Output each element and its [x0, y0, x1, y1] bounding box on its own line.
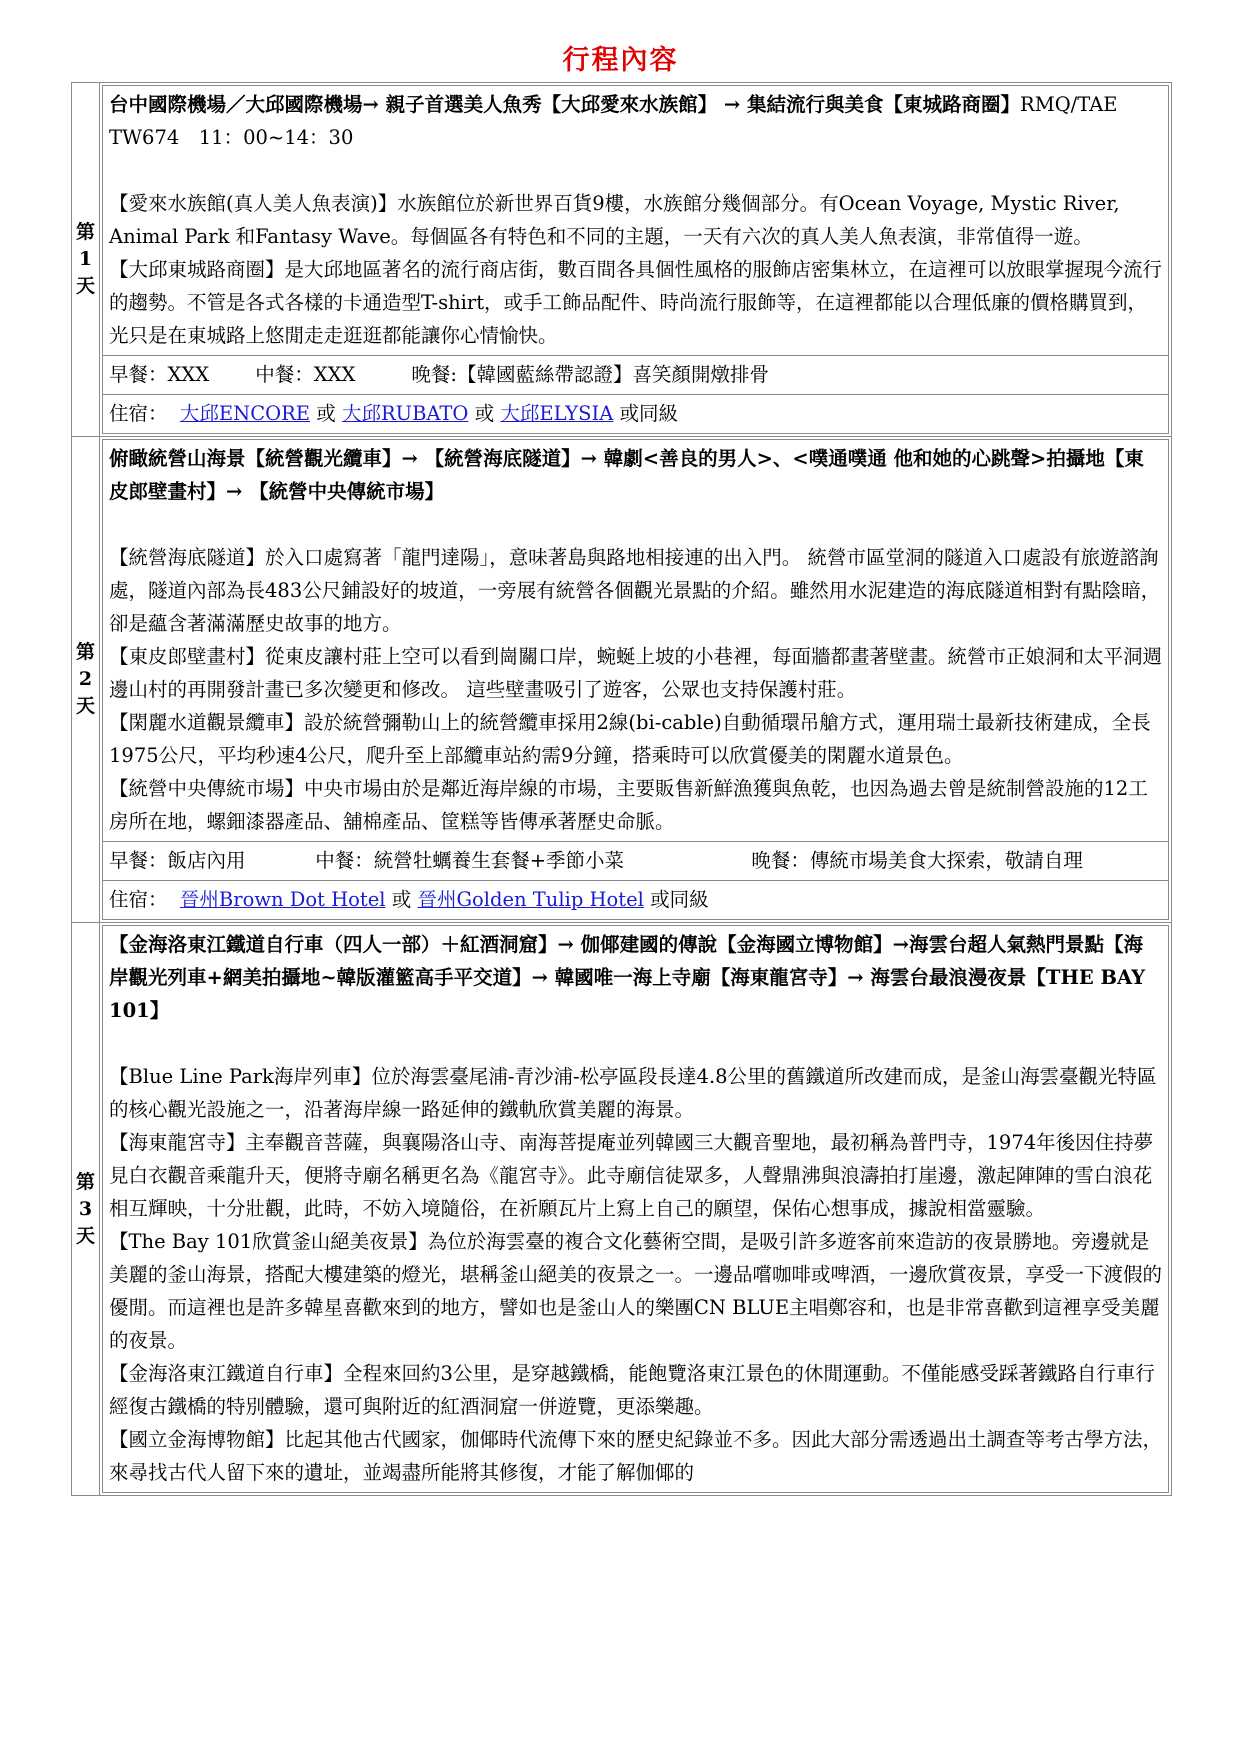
lodging-prefix: 住宿： [109, 402, 168, 425]
day-content [100, 923, 1172, 1496]
meals-row [103, 355, 1168, 394]
meal-dinner: 晚餐:【韓國藍絲帶認證】喜笑顏開燉排骨 [411, 363, 769, 386]
meal-lunch: 中餐：統營牡蠣養生套餐+季節小菜 [315, 849, 625, 872]
meal-breakfast: 早餐：飯店內用 [109, 849, 246, 872]
day-heading: 台中國際機場／大邱國際機場→ 親子首選美人魚秀【大邱愛來水族館】 → 集結流行與美食【東城路商圈】RMQ/TAE TW674 11：00~14：30 [109, 93, 1138, 149]
paragraph: 【愛來水族館(真人美人魚表演)】水族館位於新世界百貨9樓，水族館分幾個部分。有Ocean Voyage, Mystic River, Animal Park 和Fantasy Wave。每個區各有特色和不同的主題，一天有六次的真人美人魚表演，非常值得一遊。 [109, 192, 1120, 248]
lodging-suffix: 或同級 [650, 888, 709, 911]
lodging-joiner: 或 [391, 888, 412, 911]
day-content [100, 437, 1172, 923]
paragraph: 【金海洛東江鐵道自行車】全程來回約3公里，是穿越鐵橋，能飽覽洛東江景色的休閒運動。不僅能感受踩著鐵路自行車行經復古鐵橋的特別體驗，還可與附近的紅酒洞窟一併遊覽，更添樂趣。 [109, 1362, 1155, 1418]
day-label: 第 3 天 [72, 923, 100, 1496]
day-label: 第 2 天 [72, 437, 100, 923]
hotel-link[interactable]: 晉州Brown Dot Hotel [179, 888, 386, 911]
meal-lunch: 中餐：XXX [255, 363, 356, 386]
day-heading: 俯瞰統營山海景【統營觀光纜車】→ 【統營海底隧道】→ 韓劇<善良的男人>、<噗通噗通 他和她的心跳聲>拍攝地【東皮郎壁畫村】→ 【統營中央傳統市場】 [109, 447, 1144, 503]
meals-row [103, 841, 1168, 880]
lodging-prefix: 住宿： [109, 888, 168, 911]
day-description [103, 86, 1168, 355]
lodging-joiner: 或 [316, 402, 336, 425]
lodging-row [103, 880, 1168, 919]
day-description [103, 440, 1168, 841]
day-row [72, 437, 1172, 923]
paragraph: 【海東龍宮寺】主奉觀音菩薩，與襄陽洛山寺、南海菩提庵並列韓國三大觀音聖地，最初稱為普門寺，1974年後因住持夢見白衣觀音乘龍升天，便將寺廟名稱更名為《龍宮寺》。此寺廟信徒眾多，人聲鼎沸與浪濤拍打崖邊，激起陣陣的雪白浪花相互輝映，十分壯觀，此時，不妨入境隨俗，在祈願瓦片上寫上自己的願望，保佑心想事成，據說相當靈驗。 [109, 1131, 1154, 1220]
day-heading: 【金海洛東江鐵道自行車（四人一部）＋紅酒洞窟】→ 伽倻建國的傳說【金海國立博物館】→海雲台超人氣熱門景點【海岸觀光列車+網美拍攝地~韓版灌籃高手平交道】→ 韓國唯一海上寺廟【海東龍宮寺】→ 海雲台最浪漫夜景【THE BAY 101】 [109, 933, 1146, 1022]
day-row [72, 923, 1172, 1496]
paragraph: 【大邱東城路商圈】是大邱地區著名的流行商店街，數百間各具個性風格的服飾店密集林立，在這裡可以放眼掌握現今流行的趨勢。不管是各式各樣的卡通造型T-shirt，或手工飾品配件、時尚流行服飾等，在這裡都能以合理低廉的價格購買到，光只是在東城路上悠閒走走逛逛都能讓你心情愉快。 [109, 258, 1163, 347]
hotel-link[interactable]: 大邱ELYSIA [500, 402, 614, 425]
hotel-link[interactable]: 大邱RUBATO [341, 402, 469, 425]
lodging-suffix: 或同級 [619, 402, 679, 425]
page-title: 行程內容 [562, 45, 679, 76]
meal-breakfast: 早餐：XXX [109, 363, 210, 386]
day-description [103, 926, 1168, 1492]
paragraph: 【Blue Line Park海岸列車】位於海雲臺尾浦-青沙浦-松亭區段長達4.8公里的舊鐵道所改建而成，是釜山海雲臺觀光特區的核心觀光設施之一，沿著海岸線一路延伸的鐵軌欣賞美麗的海景。 [109, 1065, 1157, 1121]
itinerary-table [71, 82, 1172, 1496]
hotel-link[interactable]: 晉州Golden Tulip Hotel [417, 888, 644, 911]
lodging-joiner: 或 [474, 402, 495, 425]
paragraph: 【東皮郎壁畫村】從東皮讓村莊上空可以看到崗關口岸，蜿蜒上坡的小巷裡，每面牆都畫著壁畫。統營市正娘洞和太平洞週邊山村的再開發計畫已多次變更和修改。 這些壁畫吸引了遊客，公眾也支持保護村莊。 [109, 645, 1163, 701]
day-content [100, 83, 1172, 437]
paragraph: 【國立金海博物館】比起其他古代國家，伽倻時代流傳下來的歷史紀錄並不多。因此大部分需透過出土調查等考古學方法，來尋找古代人留下來的遺址，並竭盡所能將其修復，才能了解伽倻的 [109, 1428, 1163, 1484]
paragraph: 【統營中央傳統市場】中央市場由於是鄰近海岸線的市場，主要販售新鮮漁獲與魚乾，也因為過去曾是統制營設施的12工房所在地，螺鈿漆器產品、舖棉產品、筐糕等皆傳承著歷史命脈。 [109, 777, 1148, 833]
day-row [72, 83, 1172, 437]
day-label: 第 1 天 [72, 83, 100, 437]
paragraph: 【統營海底隧道】於入口處寫著「龍門達陽」，意味著島與路地相接連的出入門。 統營市區堂洞的隧道入口處設有旅遊諮詢處，隧道內部為長483公尺鋪設好的坡道，一旁展有統營各個觀光景點的介紹。雖然用水泥建造的海底隧道相對有點陰暗，卻是蘊含著滿滿歷史故事的地方。 [109, 546, 1161, 635]
hotel-link[interactable]: 大邱ENCORE [179, 402, 311, 425]
paragraph: 【閑麗水道觀景纜車】設於統營彌勒山上的統營纜車採用2線(bi-cable)自動循環吊艙方式，運用瑞士最新技術建成，全長1975公尺，平均秒速4公尺，爬升至上部纜車站約需9分鐘，搭乘時可以欣賞優美的閑麗水道景色。 [109, 711, 1151, 767]
meal-dinner: 晚餐：傳統市場美食大探索，敬請自理 [751, 849, 1083, 872]
paragraph: 【The Bay 101欣賞釜山絕美夜景】為位於海雲臺的複合文化藝術空間，是吸引許多遊客前來造訪的夜景勝地。旁邊就是美麗的釜山海景，搭配大樓建築的燈光，堪稱釜山絕美的夜景之一。一邊品嚐咖啡或啤酒，一邊欣賞夜景，享受一下渡假的優閒。而這裡也是許多韓星喜歡來到的地方，譬如也是釜山人的樂團CN BLUE主唱鄭容和，也是非常喜歡到這裡享受美麗的夜景。 [109, 1230, 1163, 1352]
lodging-row [103, 394, 1168, 433]
